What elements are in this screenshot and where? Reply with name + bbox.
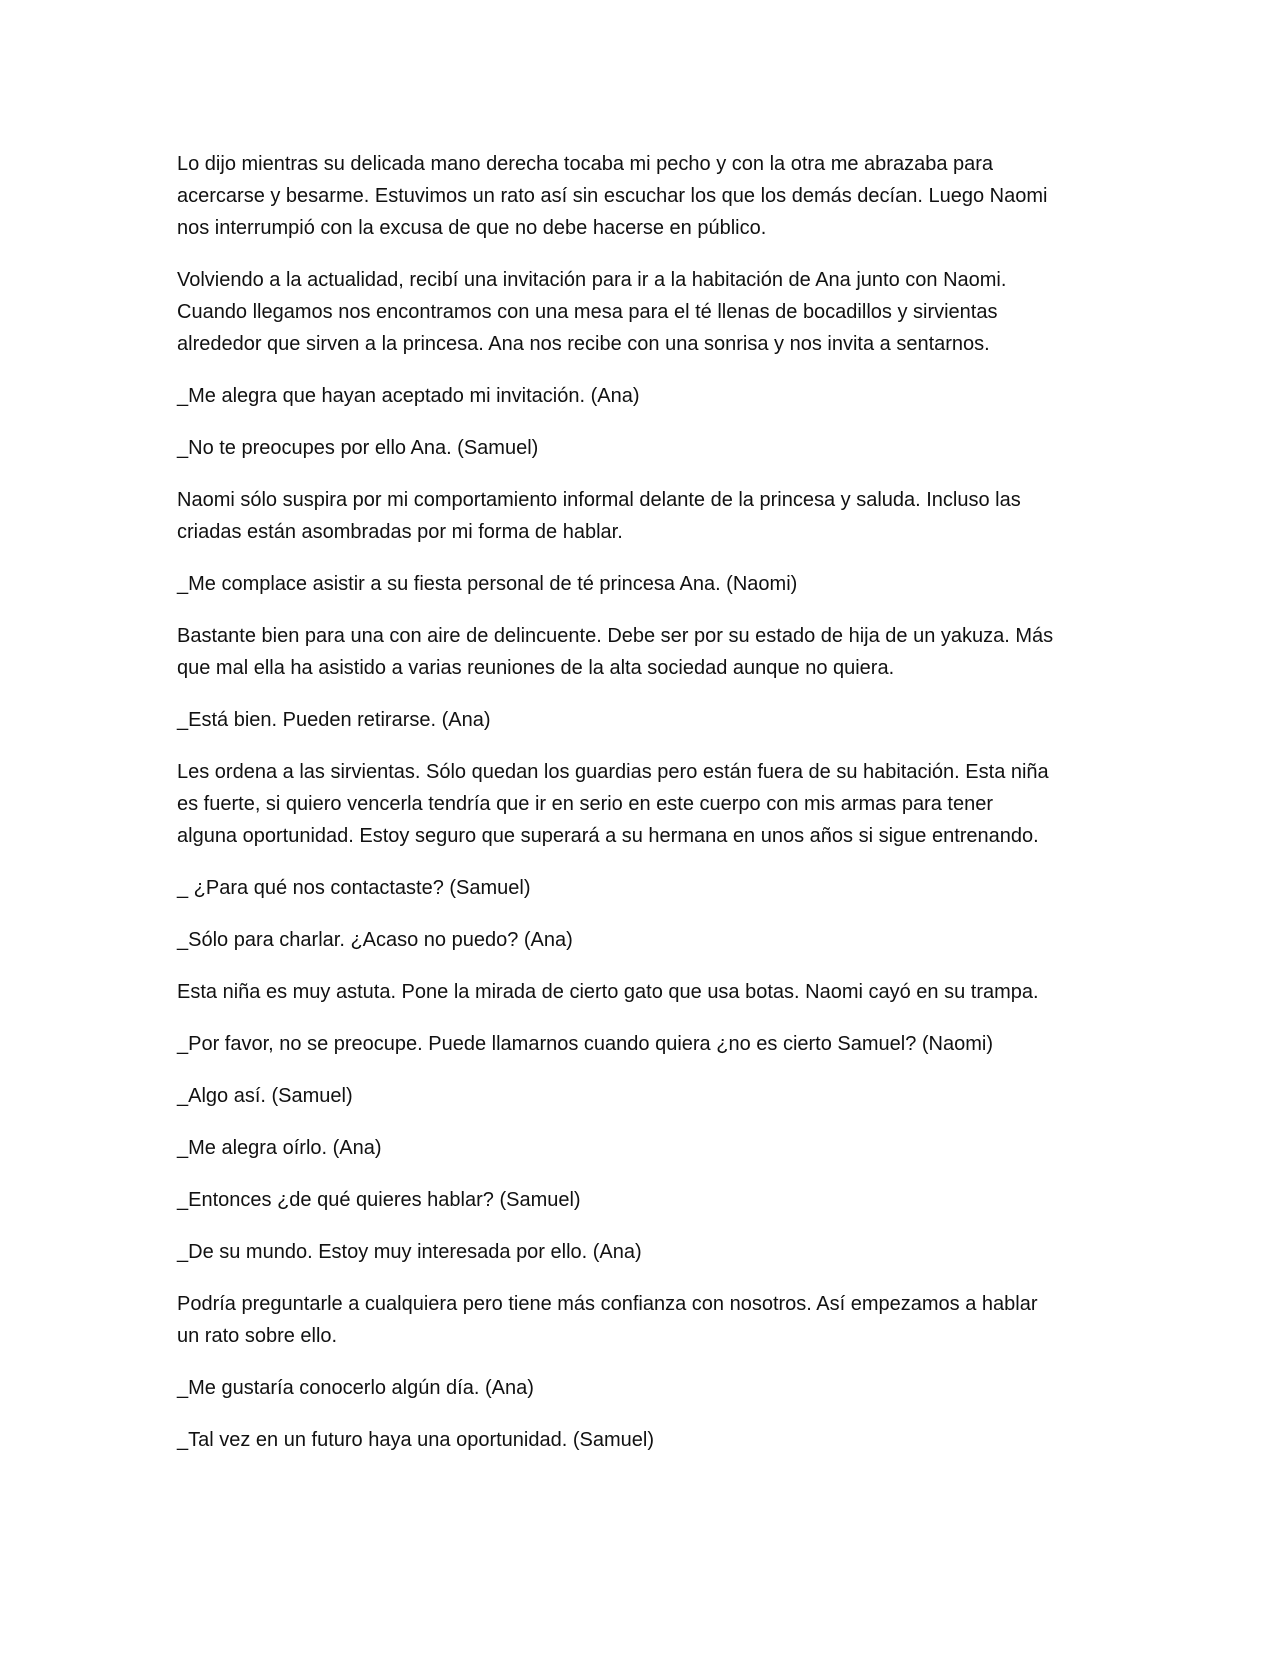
text-line: alrededor que sirven a la princesa. Ana nos recibe con una sonrisa y nos invita a sentarnos. [177, 333, 990, 355]
dialogue-line [177, 1080, 1092, 1112]
paragraph [177, 1288, 1092, 1352]
paragraph [177, 756, 1092, 852]
text-line: _Me complace asistir a su fiesta personal de té princesa Ana. (Naomi) [177, 573, 798, 595]
text-line: es fuerte, si quiero vencerla tendría que ir en serio en este cuerpo con mis armas para tener [177, 793, 993, 815]
text-line: Volviendo a la actualidad, recibí una invitación para ir a la habitación de Ana junto con Naomi. [177, 269, 1007, 291]
text-line: _Tal vez en un futuro haya una oportunidad. (Samuel) [177, 1429, 654, 1451]
dialogue-line [177, 704, 1092, 736]
dialogue-line [177, 1372, 1092, 1404]
text-line: _Por favor, no se preocupe. Puede llamarnos cuando quiera ¿no es cierto Samuel? (Naomi) [177, 1033, 994, 1055]
paragraph [177, 148, 1092, 244]
text-line: Lo dijo mientras su delicada mano derecha tocaba mi pecho y con la otra me abrazaba para [177, 153, 994, 175]
dialogue-line [177, 1236, 1092, 1268]
text-line: _Está bien. Pueden retirarse. (Ana) [177, 709, 491, 731]
text-line: _Entonces ¿de qué quieres hablar? (Samuel) [177, 1189, 581, 1211]
text-line: _Me alegra que hayan aceptado mi invitación. (Ana) [177, 385, 640, 407]
text-line: _ ¿Para qué nos contactaste? (Samuel) [177, 877, 531, 899]
paragraph [177, 620, 1092, 684]
dialogue-line [177, 568, 1092, 600]
text-line: criadas están asombradas por mi forma de hablar. [177, 521, 623, 543]
dialogue-line [177, 1424, 1092, 1456]
dialogue-line [177, 1028, 1092, 1060]
text-line: alguna oportunidad. Estoy seguro que superará a su hermana en unos años si sigue entrenando. [177, 825, 1039, 847]
text-line: _De su mundo. Estoy muy interesada por ello. (Ana) [177, 1241, 642, 1263]
paragraph [177, 264, 1092, 360]
text-line: _Me gustaría conocerlo algún día. (Ana) [177, 1377, 534, 1399]
text-line: _Me alegra oírlo. (Ana) [177, 1137, 382, 1159]
text-line: un rato sobre ello. [177, 1325, 338, 1347]
text-line: Bastante bien para una con aire de delincuente. Debe ser por su estado de hija de un yakuza. Más [177, 625, 1054, 647]
document-body [177, 148, 1092, 1476]
text-line: _Sólo para charlar. ¿Acaso no puedo? (Ana) [177, 929, 573, 951]
text-line: acercarse y besarme. Estuvimos un rato así sin escuchar los que los demás decían. Luego Naomi [177, 185, 1048, 207]
text-line: Podría preguntarle a cualquiera pero tiene más confianza con nosotros. Así empezamos a hablar [177, 1293, 1038, 1315]
text-line: Naomi sólo suspira por mi comportamiento informal delante de la princesa y saluda. Incluso las [177, 489, 1021, 511]
dialogue-line [177, 1184, 1092, 1216]
dialogue-line [177, 432, 1092, 464]
dialogue-line [177, 1132, 1092, 1164]
paragraph [177, 484, 1092, 548]
text-line: _Algo así. (Samuel) [177, 1085, 353, 1107]
paragraph [177, 976, 1092, 1008]
text-line: _No te preocupes por ello Ana. (Samuel) [177, 437, 539, 459]
dialogue-line [177, 924, 1092, 956]
text-line: que mal ella ha asistido a varias reuniones de la alta sociedad aunque no quiera. [177, 657, 895, 679]
text-line: Esta niña es muy astuta. Pone la mirada de cierto gato que usa botas. Naomi cayó en su trampa. [177, 981, 1039, 1003]
text-line: Cuando llegamos nos encontramos con una mesa para el té llenas de bocadillos y sirvientas [177, 301, 998, 323]
text-line: Les ordena a las sirvientas. Sólo quedan los guardias pero están fuera de su habitación. Esta niña [177, 761, 1049, 783]
dialogue-line [177, 872, 1092, 904]
dialogue-line [177, 380, 1092, 412]
text-line: nos interrumpió con la excusa de que no debe hacerse en público. [177, 217, 767, 239]
